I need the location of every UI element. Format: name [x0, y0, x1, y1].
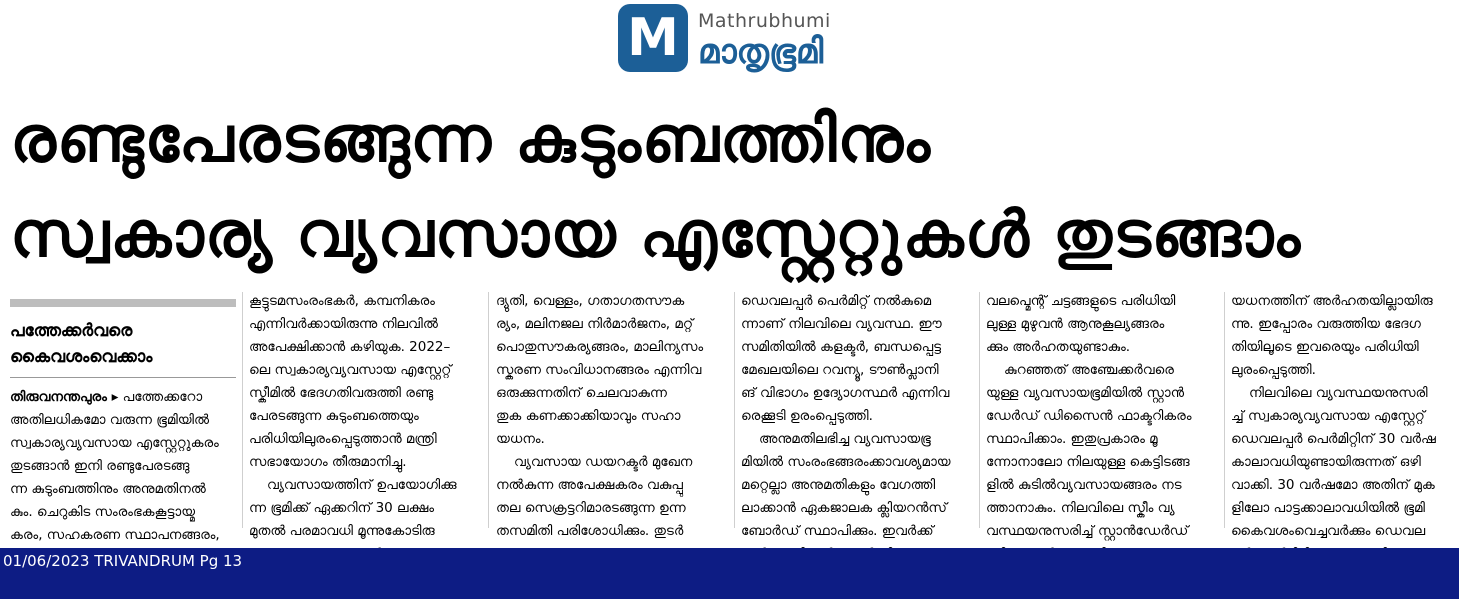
- side-heading-line-2: കൈവശംവെക്കാം: [10, 347, 153, 367]
- headline-line-1: രണ്ടുപേരടങ്ങുന്ന കുടുംബത്തിനും: [10, 103, 931, 177]
- article-line: കുറഞ്ഞത് അഞ്ചേക്കർവരെ: [1004, 362, 1174, 378]
- article-line: നൽകുന്ന അപേക്ഷകരം വകുപ്പു: [496, 477, 683, 493]
- article-line: ഡെവലപ്പർ പെർമിറ്റ് നൽകുമെ: [741, 293, 932, 309]
- article-line: പേരടങ്ങുന്ന കുടുംബത്തെയും: [249, 408, 419, 424]
- page-footer-bar: [0, 548, 1459, 599]
- article-line: അനുമതിലഭിച്ച വ്യവസായഭൂ: [759, 431, 931, 447]
- article-line: ലെ സ്വകാര്യവ്യവസായ എസ്റ്റേറ്റ്: [249, 362, 452, 378]
- article-line: മിയിൽ സംരംഭങ്ങരംക്കാവശ്യമായ: [741, 454, 951, 470]
- column-divider: [979, 292, 980, 528]
- article-line: ബോർഡ് സ്ഥാപിക്കും. ഇവർക്ക്: [741, 523, 934, 539]
- article-line: തിരുവനന്തപുരം ▸ പത്തേക്കറോ: [10, 389, 203, 405]
- article-line: സ്കരണ സംവിധാനങ്ങരം എന്നിവ: [496, 362, 702, 378]
- article-line: യുള്ള വ്യവസായഭൂമിയിൽ സ്റ്റാൻ: [986, 385, 1185, 401]
- article-line: ളിലോ പാട്ടക്കാലാവധിയിൽ ഭൂമി: [1231, 500, 1425, 516]
- article-line: ഡേർഡ് ഡിസൈൻ ഫാക്ടറികരം: [986, 408, 1192, 424]
- article-line: ങ് വിഭാഗം ഉദ്യോഗസ്ഥർ എന്നിവ: [741, 385, 950, 401]
- article-line: ര്യം, മലിനജല നിർമാർജനം, മറ്റ്: [496, 316, 694, 332]
- article-line: ത്താനാകും. നിലവിലെ സ്കീം വ്യ: [986, 500, 1175, 516]
- side-heading-line-1: പത്തേക്കർവരെ: [10, 321, 133, 341]
- article-line: പൊതുസൗകര്യങ്ങരം, മാലിന്യസം: [496, 339, 704, 355]
- article-column-3: [496, 290, 722, 566]
- article-line: അപേക്ഷിക്കാൻ കഴിയുക. 2022–: [249, 339, 451, 355]
- article-line: ലാക്കാൻ ഏകജാലക ക്ലിയറൻസ്: [741, 500, 947, 516]
- article-line: വലപ്മെന്റ് ചട്ടങ്ങളുടെ പരിധിയി: [986, 293, 1176, 309]
- headline-line-2: സ്വകാര്യ വ്യവസായ എസ്റ്റേറ്റുകൾ തുടങ്ങാം: [10, 198, 1302, 272]
- article-line: മേഖലയിലെ റവന്യൂ, ടൗൺപ്ലാനി: [741, 362, 939, 378]
- article-line: യധനത്തിന് അർഹതയില്ലായിരു: [1231, 293, 1433, 309]
- article-line: പരിധിയിലുരംപ്പെടുത്താൻ മന്ത്രി: [249, 431, 437, 447]
- article-line: സമിതിയിൽ കളക്ടർ, ബന്ധപ്പെട്ട: [741, 339, 942, 355]
- logo-letter: M: [627, 8, 679, 68]
- article-line: കാലാവധിയുണ്ടായിരുന്നത് ഒഴി: [1231, 454, 1421, 470]
- article-line: ന്നു. ഇപ്പോരം വരുത്തിയ ഭേദഗ: [1231, 316, 1421, 332]
- edition-info: 01/06/2023 TRIVANDRUM Pg 13: [3, 552, 243, 570]
- article-line: എന്നിവർക്കായിരുന്നു നിലവിൽ: [249, 316, 438, 332]
- article-line: സഭായോഗം തീരുമാനിച്ചു.: [249, 454, 407, 470]
- article-line: സ്ഥാപിക്കാം. ഇതുപ്രകാരം മൂ: [986, 431, 1158, 447]
- article-column-5: [986, 290, 1212, 566]
- article-line: ളിൽ കുടിൽവ്യവസായങ്ങരം നട: [986, 477, 1182, 493]
- article-line: തുടങ്ങാൻ ഇനി രണ്ടുപേരടങ്ങു: [10, 458, 190, 474]
- article-line: കൂട്ടുടമസംരംഭകർ, കമ്പനികരം: [249, 293, 435, 309]
- article-line: ഒരുക്കുന്നതിന് ചെലവാകുന്ന: [496, 385, 667, 401]
- article-line: അതിലധികമോ വരുന്ന ഭൂമിയിൽ: [10, 412, 209, 428]
- article-line: തസമിതി പരിശോധിക്കും. തുടർ: [496, 523, 684, 539]
- article-line: മുതൽ പരമാവധി മൂന്നുകോടിരു: [249, 523, 435, 539]
- article-column-6: [1231, 290, 1451, 566]
- article-line: വ്യവസായത്തിന് ഉപയോഗിക്കു: [267, 477, 457, 493]
- article-line: ന്നോനാലോ നിലയുള്ള കെട്ടിടങ്ങ: [986, 454, 1190, 470]
- article-line: സ്കീമിൽ ഭേദഗതിവരുത്തി രണ്ടു: [249, 385, 434, 401]
- article-line: കരം, സഹകരണ സ്ഥാപനങ്ങരം,: [10, 527, 220, 543]
- logo-name-malayalam: മാതൃഭൂമി: [698, 32, 824, 72]
- article-line: ദ്യുതി, വെള്ളം, ഗതാഗതസൗക: [496, 293, 685, 309]
- article-line: വാക്കി. 30 വർഷമോ അതിന് മുക: [1231, 477, 1435, 493]
- article-line: ന്നാണ് നിലവിലെ വ്യവസ്ഥ. ഈ: [741, 316, 942, 332]
- logo-name-english: Mathrubhumi: [698, 10, 831, 32]
- article-line: യധനം.: [496, 431, 545, 447]
- article-line: നിലവിലെ വ്യവസ്ഥയനുസരി: [1249, 385, 1428, 401]
- article-line: ക്കും അർഹതയുണ്ടാകും.: [986, 339, 1131, 355]
- article-line: തുക കണക്കാക്കിയാവും സഹാ: [496, 408, 681, 424]
- article-line: കൈവശംവെച്ചവർക്കും ഡെവല: [1231, 523, 1426, 539]
- article-line: ലുരംപ്പെടുത്തി.: [1231, 362, 1316, 378]
- article-line: ച്ച് സ്വകാര്യവ്യവസായ എസ്റ്റേറ്റ്: [1231, 408, 1425, 424]
- side-heading: [10, 318, 236, 370]
- side-heading-rule: [10, 299, 236, 307]
- article-column-2: [249, 290, 475, 566]
- column-divider: [1224, 292, 1225, 528]
- article-column-1: [10, 386, 236, 547]
- side-heading-divider: [10, 377, 236, 378]
- column-divider: [488, 292, 489, 528]
- dateline: തിരുവനന്തപുരം ▸: [10, 389, 119, 405]
- article-line: തിയിലൂടെ ഇവരെയും പരിധിയി: [1231, 339, 1419, 355]
- article-line: ന്ന കുടുംബത്തിനും അനുമതിനൽ: [10, 481, 206, 497]
- column-divider: [734, 292, 735, 528]
- article-line: സ്വകാര്യവ്യവസായ എസ്റ്റേറ്റുകരം: [10, 435, 219, 451]
- mathrubhumi-logo: [618, 4, 908, 76]
- column-divider: [242, 292, 243, 528]
- article-line: വ്യവസായ ഡയറക്ടർ മുഖേന: [514, 454, 693, 470]
- article-line: ന്ന ഭൂമിക്ക് ഏക്കറിന് 30 ലക്ഷം: [249, 500, 434, 516]
- article-line: രെക്കൂടി ഉരംപ്പെടുത്തി.: [741, 408, 873, 424]
- article-column-4: [741, 290, 967, 566]
- article-line: കും. ചെറുകിട സംരംഭകകൂട്ടായ്മ: [10, 504, 196, 520]
- article-line: വസ്ഥയനുസരിച്ച് സ്റ്റാൻഡേർഡ്: [986, 523, 1189, 539]
- article-line: ഡെവലപ്പർ പെർമിറ്റിന് 30 വർഷ: [1231, 431, 1436, 447]
- article-line: ലുള്ള മുഴുവൻ ആനുകൂല്യങ്ങരം: [986, 316, 1165, 332]
- article-line: മറ്റെല്ലാ അനുമതികളും വേഗത്തി: [741, 477, 936, 493]
- article-line: തല സെക്രട്ടറിമാരടങ്ങുന്ന ഉന്ന: [496, 500, 686, 516]
